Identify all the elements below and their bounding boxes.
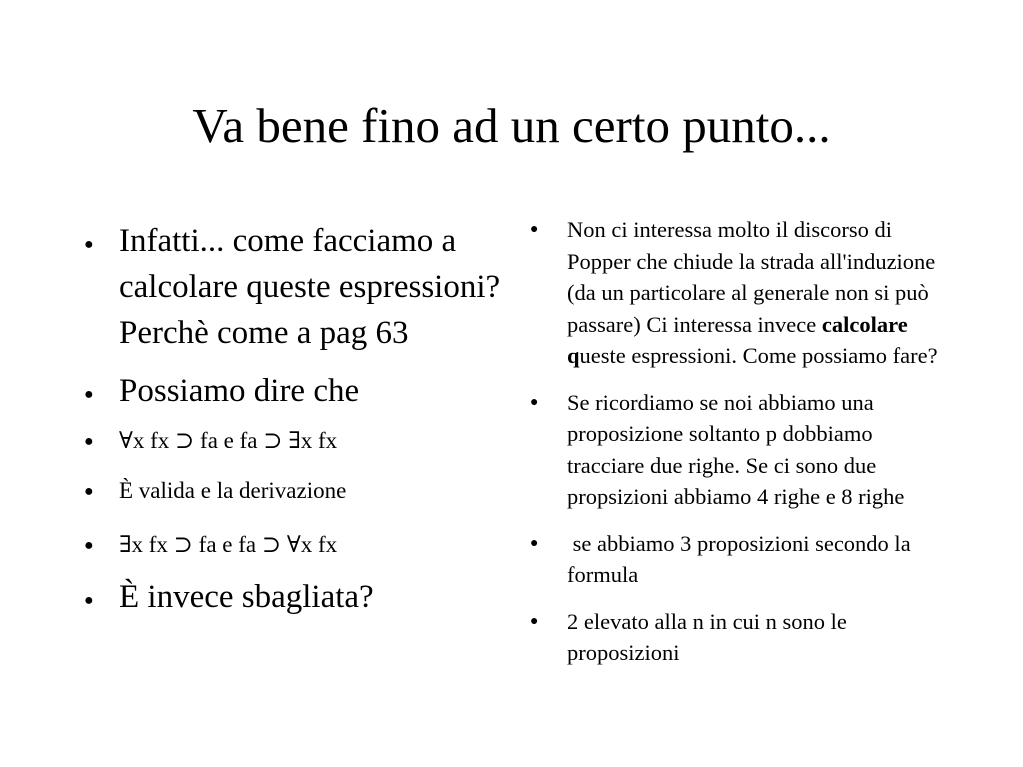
list-item-text: È invece sbagliata?	[119, 579, 374, 615]
list-item	[530, 387, 950, 513]
text-segment: Non ci interessa molto il discorso di Popper che chiude la strada all'induzione (da un particolare al generale non si può passare) Ci interessa invece	[567, 217, 936, 337]
list-item-text	[567, 217, 938, 368]
list-item	[84, 530, 504, 560]
bullet-icon: ●	[530, 613, 539, 629]
formula-text: ∃x fx ⊃ fa e fa ⊃ ∀x fx	[119, 532, 338, 557]
list-item	[84, 426, 504, 456]
bullet-icon: ●	[84, 433, 94, 450]
list-item	[530, 214, 950, 372]
bullet-icon: ●	[530, 222, 539, 237]
bullet-icon: ●	[84, 592, 94, 609]
list-item-text: se abbiamo 3 proposizioni secondo la formula	[567, 530, 917, 587]
bullet-icon: ●	[84, 386, 94, 403]
list-item	[84, 218, 504, 356]
right-bullet-list	[530, 214, 950, 684]
text-segment: ueste espressioni. Come possiamo fare?	[579, 343, 938, 368]
bullet-icon: ●	[84, 483, 94, 500]
list-item-text: Se ricordiamo se noi abbiamo una proposizione soltanto p dobbiamo tracciare due righe. Se ci sono due propsizioni abbiamo 4 righe e 8 righe	[567, 389, 905, 509]
list-item-text: Possiamo dire che	[119, 373, 360, 409]
list-item	[84, 574, 504, 620]
list-item	[530, 528, 950, 591]
bold-text: calcolare q	[567, 311, 908, 368]
list-item	[530, 606, 950, 669]
list-item-text: Infatti... come facciamo a calcolare queste espressioni? Perchè come a pag 63	[119, 223, 501, 351]
bullet-icon: ●	[84, 236, 94, 253]
left-bullet-list	[84, 218, 504, 632]
formula-text: ∀x fx ⊃ fa e fa ⊃ ∃x fx	[119, 428, 338, 453]
bullet-icon: ●	[84, 537, 94, 554]
list-item-text: È valida e la derivazione	[119, 478, 347, 503]
list-item	[84, 476, 504, 506]
bullet-icon: ●	[530, 394, 539, 410]
list-item-text: 2 elevato alla n in cui n sono le proposizioni	[567, 608, 847, 665]
list-item	[84, 368, 504, 414]
slide-title: Va bene fino ad un certo punto...	[192, 98, 831, 153]
bullet-icon: ●	[530, 535, 539, 551]
